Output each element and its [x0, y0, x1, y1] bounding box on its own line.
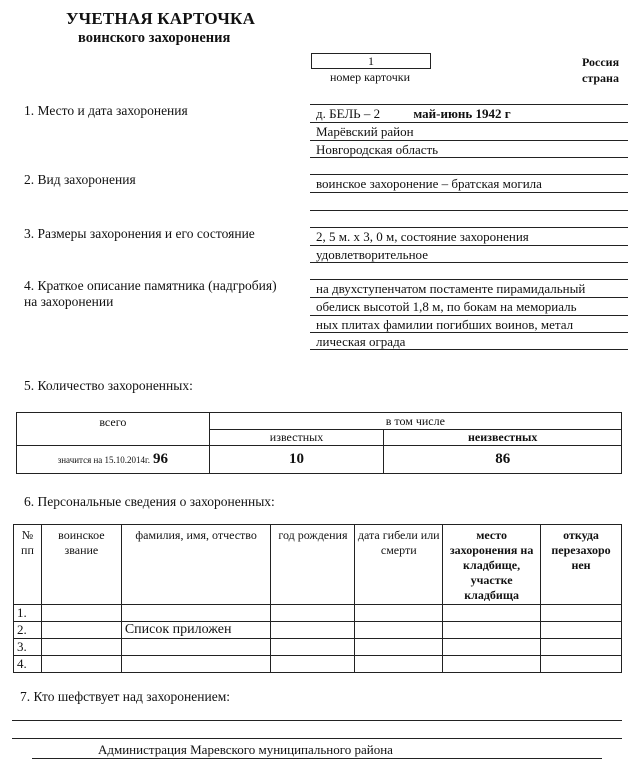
unknown-value[interactable]: 86 [384, 446, 622, 474]
burial-count-table [16, 412, 622, 474]
born-cell[interactable] [271, 639, 355, 656]
monument-description-line[interactable]: ных плитах фамилии погибших воинов, метал [316, 317, 574, 332]
rank-cell[interactable] [41, 656, 121, 673]
burial-place: д. БЕЛЬ – 2 [316, 106, 381, 121]
section7-label: 7. Кто шефствует над захоронением: [20, 689, 231, 704]
section4-label-cont: на захоронении [24, 294, 114, 309]
divider [310, 332, 628, 333]
card-title: УЧЕТНАЯ КАРТОЧКА [66, 9, 256, 28]
table-row [14, 605, 622, 622]
died-cell[interactable] [355, 605, 443, 622]
country-value: Россия [582, 55, 620, 69]
from-cell[interactable] [541, 622, 622, 639]
divider [310, 349, 628, 350]
divider [310, 297, 628, 298]
burial-condition-field[interactable]: удовлетворительное [316, 247, 428, 262]
card-number-label: номер карточки [330, 70, 410, 84]
col-header-number: № пп [14, 525, 42, 605]
rank-cell[interactable] [41, 605, 121, 622]
col-header-name: фамилия, имя, отчество [121, 525, 271, 605]
section1-label: 1. Место и дата захоронения [24, 103, 188, 118]
col-header-reburied-from: откуда перезахоро нен [541, 525, 622, 605]
place-cell[interactable] [443, 622, 541, 639]
divider [310, 262, 628, 263]
country-label: страна [582, 71, 619, 85]
section5-label: 5. Количество захороненных: [24, 378, 193, 393]
divider [310, 174, 628, 175]
from-cell[interactable] [541, 656, 622, 673]
including-header: в том числе [209, 413, 621, 430]
table-row [14, 639, 622, 656]
divider [310, 192, 628, 193]
rank-cell[interactable] [41, 622, 121, 639]
total-note: значится на 15.10.2014г. [57, 455, 150, 465]
section6-label: 6. Персональные сведения о захороненных: [24, 494, 275, 509]
monument-description-line[interactable]: обелиск высотой 1,8 м, по бокам на мемориаль [316, 299, 577, 314]
burial-type-field[interactable]: воинское захоронение – братская могила [316, 176, 542, 191]
known-value[interactable]: 10 [209, 446, 384, 474]
row-number: 1. [14, 605, 42, 622]
col-header-death-date: дата гибели или смерти [355, 525, 443, 605]
divider [310, 227, 628, 228]
divider [310, 245, 628, 246]
rank-cell[interactable] [41, 639, 121, 656]
row-number: 3. [14, 639, 42, 656]
born-cell[interactable] [271, 656, 355, 673]
card-subtitle: воинского захоронения [78, 30, 231, 46]
patron-underline [32, 758, 602, 759]
section2-label: 2. Вид захоронения [24, 172, 136, 187]
total-value: 96 [152, 451, 168, 467]
burial-region-field[interactable]: Новгородская область [316, 142, 439, 157]
monument-description-line[interactable]: лическая ограда [316, 334, 406, 349]
row-number: 2. [14, 622, 42, 639]
patron-field[interactable]: Администрация Маревского муниципального района [98, 742, 393, 757]
row-number: 4. [14, 656, 42, 673]
divider [310, 210, 628, 211]
from-cell[interactable] [541, 605, 622, 622]
divider [310, 140, 628, 141]
total-cell[interactable] [17, 446, 210, 474]
name-cell[interactable]: Список приложен [121, 622, 271, 639]
burial-place-field[interactable] [316, 106, 511, 122]
born-cell[interactable] [271, 605, 355, 622]
section3-label: 3. Размеры захоронения и его состояние [24, 226, 255, 241]
col-header-birth-year: год рождения [271, 525, 355, 605]
col-header-burial-place: место захоронения на кладбище, участке кладбища [443, 525, 541, 605]
place-cell[interactable] [443, 605, 541, 622]
monument-description-line[interactable]: на двухступенчатом постаменте пирамидальный [316, 281, 586, 296]
burial-district-field[interactable]: Марёвский район [316, 124, 414, 139]
divider [12, 720, 622, 721]
born-cell[interactable] [271, 622, 355, 639]
burial-date: май-июнь 1942 г [413, 106, 511, 121]
from-cell[interactable] [541, 639, 622, 656]
name-cell[interactable] [121, 605, 271, 622]
name-cell[interactable] [121, 639, 271, 656]
divider [310, 122, 628, 123]
name-cell[interactable] [121, 656, 271, 673]
unknown-header: неизвестных [384, 430, 622, 446]
place-cell[interactable] [443, 656, 541, 673]
col-header-rank: воинское звание [41, 525, 121, 605]
personal-data-table [13, 524, 622, 673]
table-row [14, 656, 622, 673]
burial-size-field[interactable]: 2, 5 м. х 3, 0 м, состояние захоронения [316, 229, 529, 244]
divider [310, 104, 628, 105]
place-cell[interactable] [443, 639, 541, 656]
known-header: известных [209, 430, 384, 446]
died-cell[interactable] [355, 656, 443, 673]
section4-label: 4. Краткое описание памятника (надгробия) [24, 278, 277, 293]
died-cell[interactable] [355, 639, 443, 656]
total-header: всего [17, 413, 210, 446]
divider [310, 315, 628, 316]
divider [12, 738, 622, 739]
died-cell[interactable] [355, 622, 443, 639]
table-row [14, 622, 622, 639]
divider [310, 279, 628, 280]
card-number-field[interactable]: 1 [311, 53, 431, 69]
divider [310, 157, 628, 158]
